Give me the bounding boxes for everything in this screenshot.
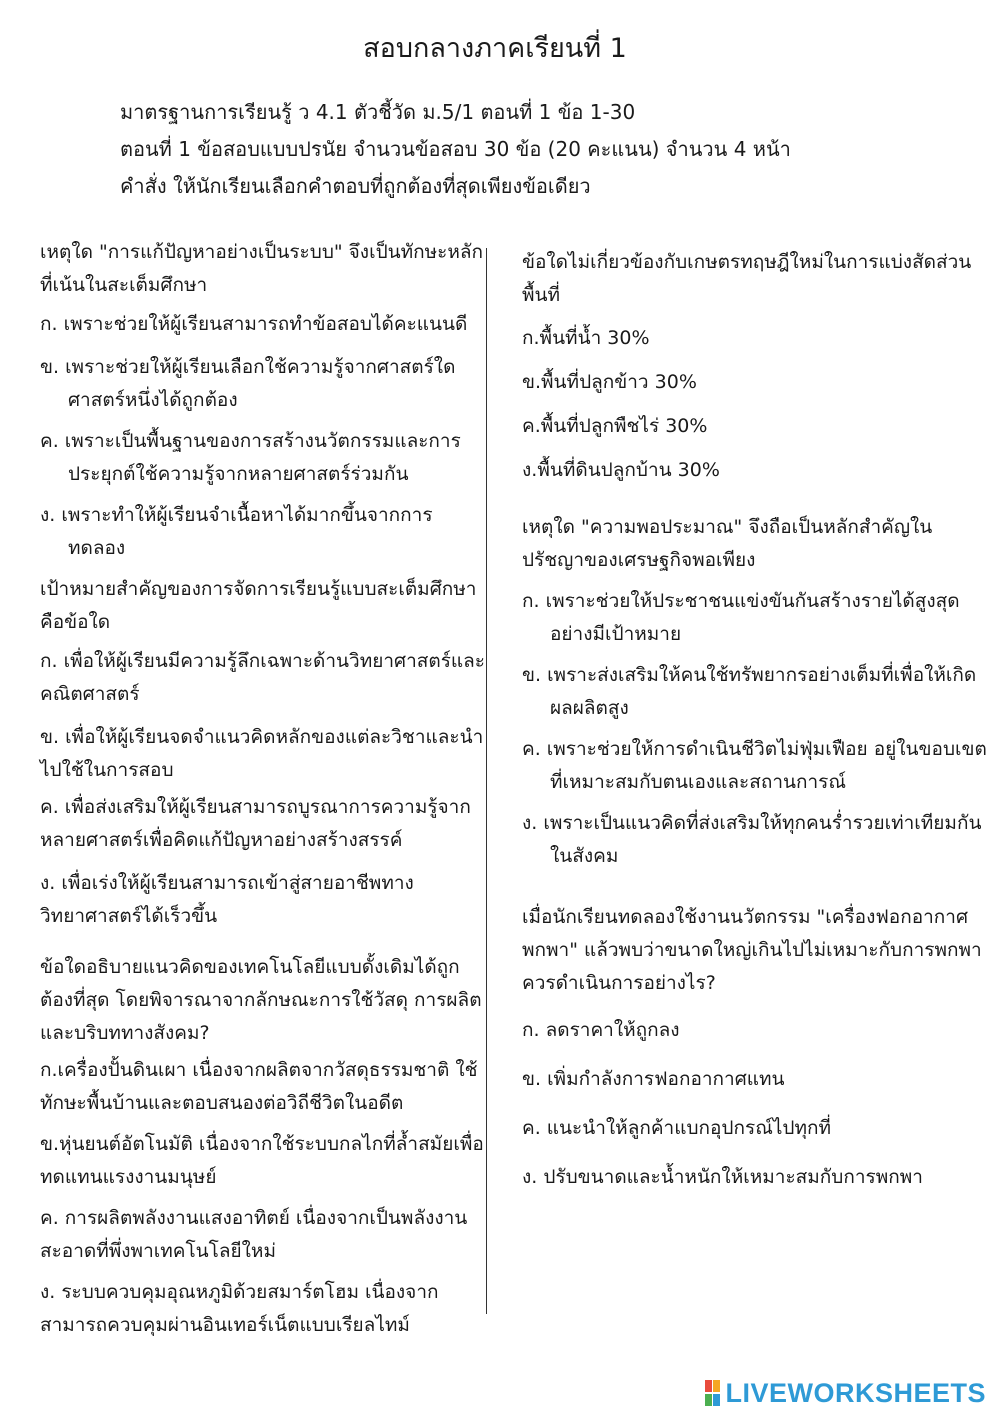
page-title: สอบกลางภาคเรียนที่ 1 [363,33,627,64]
answer-option[interactable]: ก.เครื่องปั้นดินเผา เนื่องจากผลิตจากวัสดุธรรมชาติ ใช้ทักษะพื้นบ้านและตอบสนองต่อวิถีชีวิตในอดีต [40,1059,478,1114]
question-block [40,236,485,565]
answer-option[interactable]: ง.พื้นที่ดินปลูกบ้าน 30% [522,459,720,481]
question-stem: เป้าหมายสำคัญของการจัดการเรียนรู้แบบสะเต็มศึกษา คือข้อใด [40,578,477,633]
question-stem: เหตุใด "ความพอประมาณ" จึงถือเป็นหลักสำคัญในปรัชญาของเศรษฐกิจพอเพียง [522,516,933,571]
liveworksheets-logo-text: LIVEWORKSHEETS [725,1377,986,1408]
answer-option[interactable]: ง. ปรับขนาดและน้ำหนักให้เหมาะสมกับการพกพา [522,1166,923,1188]
left-column [40,236,485,1342]
answer-option[interactable]: ข. เพราะช่วยให้ผู้เรียนเลือกใช้ความรู้จากศาสตร์ใดศาสตร์หนึ่งได้ถูกต้อง [40,356,456,411]
header-instruction: คำสั่ง ให้นักเรียนเลือกคำตอบที่ถูกต้องที่สุดเพียงข้อเดียว [120,174,591,198]
answer-option[interactable]: ข. เพิ่มกำลังการฟอกอากาศแทน [522,1068,785,1090]
answer-option[interactable]: ง. ระบบควบคุมอุณหภูมิด้วยสมาร์ตโฮม เนื่องจากสามารถควบคุมผ่านอินเทอร์เน็ตแบบเรียลไทม์ [40,1281,439,1336]
answer-option[interactable]: ก. ลดราคาให้ถูกลง [522,1019,680,1041]
header-standard: มาตรฐานการเรียนรู้ ว 4.1 ตัวชี้วัด ม.5/1 ตอนที่ 1 ข้อ 1-30 [120,100,636,124]
answer-option[interactable]: ก.พื้นที่น้ำ 30% [522,327,650,349]
question-stem: ข้อใดอธิบายแนวคิดของเทคโนโลยีแบบดั้งเดิมได้ถูกต้องที่สุด โดยพิจารณาจากลักษณะการใช้วัสดุ การผลิต และบริบททางสังคม? [40,956,482,1044]
question-stem: เมื่อนักเรียนทดลองใช้งานนวัตกรรม "เครื่องฟอกอากาศพกพา" แล้วพบว่าขนาดใหญ่เกินไปไม่เหมาะกับการพกพา ควรดำเนินการอย่างไร? [522,906,982,994]
answer-option[interactable]: ค. แนะนำให้ลูกค้าแบกอุปกรณ์ไปทุกที่ [522,1117,832,1139]
answer-option[interactable]: ค. การผลิตพลังงานแสงอาทิตย์ เนื่องจากเป็นพลังงานสะอาดที่พึ่งพาเทคโนโลยีใหม่ [40,1207,468,1262]
answer-option[interactable]: ก. เพื่อให้ผู้เรียนมีความรู้ลึกเฉพาะด้านวิทยาศาสตร์และคณิตศาสตร์ [40,650,486,705]
answer-option[interactable]: ค. เพื่อส่งเสริมให้ผู้เรียนสามารถบูรณาการความรู้จากหลายศาสตร์เพื่อคิดแก้ปัญหาอย่างสร้างสรรค์ [40,796,471,851]
answer-option[interactable]: ค. เพราะช่วยให้การดำเนินชีวิตไม่ฟุ่มเฟือย อยู่ในขอบเขตที่เหมาะสมกับตนเองและสถานการณ์ [522,738,987,793]
question-block [522,901,992,1194]
answer-option[interactable]: ข. เพราะส่งเสริมให้คนใช้ทรัพยากรอย่างเต็มที่เพื่อให้เกิดผลผลิตสูง [522,664,977,719]
answer-option[interactable]: ง. เพื่อเร่งให้ผู้เรียนสามารถเข้าสู่สายอาชีพทางวิทยาศาสตร์ได้เร็วขึ้น [40,872,414,927]
answer-option[interactable]: ง. เพราะทำให้ผู้เรียนจำเนื้อหาได้มากขึ้นจากการทดลอง [40,504,433,559]
right-column [522,246,992,1194]
liveworksheets-logo [705,1378,986,1408]
answer-option[interactable]: ก. เพราะช่วยให้ประชาชนแข่งขันกันสร้างรายได้สูงสุดอย่างมีเป้าหมาย [522,590,960,645]
question-stem: เหตุใด "การแก้ปัญหาอย่างเป็นระบบ" จึงเป็นทักษะหลักที่เน้นในสะเต็มศึกษา [40,241,484,296]
answer-option[interactable]: ข.หุ่นยนต์อัตโนมัติ เนื่องจากใช้ระบบกลไกที่ล้ำสมัยเพื่อทดแทนแรงงานมนุษย์ [40,1133,484,1188]
question-block [40,573,485,933]
answer-option[interactable]: ค.พื้นที่ปลูกพืชไร่ 30% [522,415,708,437]
question-block [522,511,992,873]
question-block [522,246,992,487]
exam-header [120,94,980,205]
header-section-info: ตอนที่ 1 ข้อสอบแบบปรนัย จำนวนข้อสอบ 30 ข้อ (20 คะแนน) จำนวน 4 หน้า [120,137,791,161]
liveworksheets-logo-icon [705,1380,721,1406]
answer-option[interactable]: ข. เพื่อให้ผู้เรียนจดจำแนวคิดหลักของแต่ละวิชาและนำไปใช้ในการสอบ [40,726,484,781]
column-divider [486,248,487,1314]
answer-option[interactable]: ง. เพราะเป็นแนวคิดที่ส่งเสริมให้ทุกคนร่ำรวยเท่าเทียมกันในสังคม [522,812,982,867]
question-stem: ข้อใดไม่เกี่ยวข้องกับเกษตรทฤษฎีใหม่ในการแบ่งสัดส่วนพื้นที่ [522,251,972,306]
answer-option[interactable]: ค. เพราะเป็นพื้นฐานของการสร้างนวัตกรรมและการประยุกต์ใช้ความรู้จากหลายศาสตร์ร่วมกัน [40,430,461,485]
answer-option[interactable]: ข.พื้นที่ปลูกข้าว 30% [522,371,697,393]
question-block [40,951,485,1342]
answer-option[interactable]: ก. เพราะช่วยให้ผู้เรียนสามารถทำข้อสอบได้คะแนนดี [40,313,468,335]
